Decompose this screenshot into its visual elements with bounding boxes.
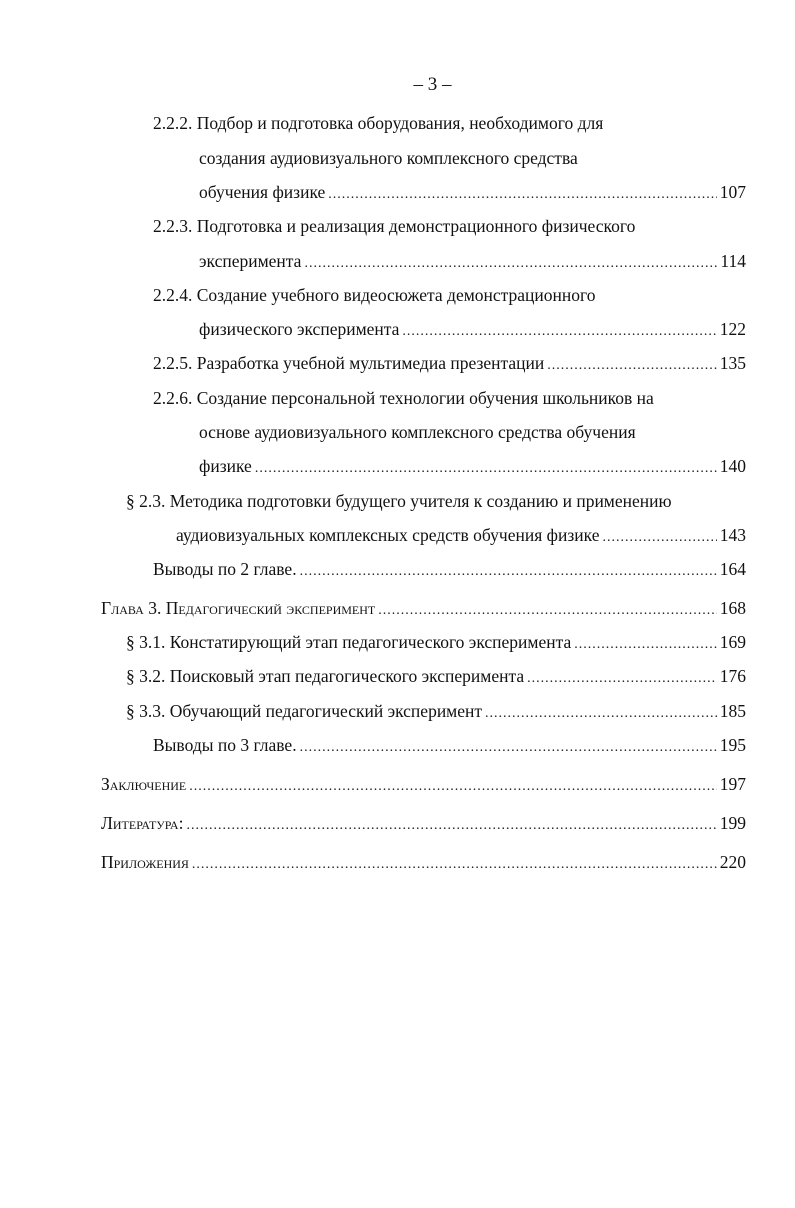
page-ref-conclusions-2: 164 (719, 559, 746, 579)
toc-conclusions-3-label: Выводы по 3 главе. (153, 735, 297, 755)
toc-entry-conclusion[interactable] (101, 773, 746, 798)
page-number: – 3 – (413, 74, 452, 95)
dot-leader (574, 634, 717, 656)
toc-2-2-5-line-1: 2.2.5. Разработка учебной мультимедиа презентации (153, 353, 545, 373)
dot-leader (192, 854, 717, 876)
dot-leader (547, 355, 717, 377)
dot-leader (189, 776, 717, 798)
page-ref-2-3: 143 (719, 525, 746, 545)
page-ref-2-2-6: 140 (719, 456, 746, 476)
dot-leader (527, 668, 717, 690)
toc-entry-3-1[interactable] (126, 631, 746, 656)
toc-entry-2-2-6[interactable] (199, 455, 746, 480)
toc-entry-conclusions-3[interactable] (153, 734, 746, 759)
toc-2-2-2-line-1: 2.2.2. Подбор и подготовка оборудования, необходимого для (153, 113, 604, 133)
page-ref-literature: 199 (719, 813, 746, 833)
toc-2-2-3-line-1: 2.2.3. Подготовка и реализация демонстрационного физического (153, 216, 636, 236)
toc-3-1-label: § 3.1. Констатирующий этап педагогического эксперимента (126, 632, 572, 652)
toc-2-2-6-line-2: основе аудиовизуального комплексного средства обучения (199, 422, 636, 442)
toc-entry-chapter-3[interactable] (101, 597, 746, 622)
dot-leader (300, 737, 717, 759)
dot-leader (304, 253, 717, 275)
toc-2-2-6-line-1: 2.2.6. Создание персональной технологии обучения школьников на (153, 388, 654, 408)
toc-2-2-4-line-2: физического эксперимента (199, 319, 400, 339)
toc-entry-3-2[interactable] (126, 665, 746, 690)
page-ref-2-2-5: 135 (719, 353, 746, 373)
toc-chapter-3-label: Глава 3. Педагогический эксперимент (101, 598, 376, 618)
toc-2-3-line-1: § 2.3. Методика подготовки будущего учителя к созданию и применению (126, 491, 672, 511)
dot-leader (186, 815, 716, 837)
dot-leader (255, 458, 717, 480)
toc-conclusion-label: Заключение (101, 774, 187, 794)
page-ref-chapter-3: 168 (719, 598, 746, 618)
page-ref-conclusion: 197 (719, 774, 746, 794)
page-ref-3-3: 185 (719, 701, 746, 721)
toc-entry-2-2-2[interactable] (199, 181, 746, 206)
toc-2-2-2-line-2: создания аудиовизуального комплексного средства (199, 148, 578, 168)
toc-entry-appendices[interactable] (101, 851, 746, 876)
page-ref-conclusions-3: 195 (719, 735, 746, 755)
toc-3-3-label: § 3.3. Обучающий педагогический эксперимент (126, 701, 483, 721)
toc-entry-conclusions-2[interactable] (153, 558, 746, 583)
toc-2-2-4-line-1: 2.2.4. Создание учебного видеосюжета демонстрационного (153, 285, 596, 305)
toc-conclusions-2-label: Выводы по 2 главе. (153, 559, 297, 579)
dot-leader (300, 561, 717, 583)
toc-entry-2-2-5[interactable] (153, 352, 746, 377)
toc-entry-literature[interactable] (101, 812, 746, 837)
page-ref-3-1: 169 (719, 632, 746, 652)
dot-leader (485, 703, 717, 725)
toc-entry-3-3[interactable] (126, 700, 746, 725)
page-ref-2-2-3: 114 (720, 251, 746, 271)
page-ref-appendices: 220 (719, 852, 746, 872)
toc-literature-label: Литература: (101, 813, 184, 833)
toc-entry-2-2-4[interactable] (199, 318, 746, 343)
toc-entry-2-2-3[interactable] (199, 250, 746, 275)
page-ref-3-2: 176 (719, 666, 746, 686)
dot-leader (402, 321, 716, 343)
dot-leader (328, 184, 716, 206)
page-ref-2-2-4: 122 (719, 319, 746, 339)
dot-leader (378, 600, 717, 622)
toc-2-2-3-line-2: эксперимента (199, 251, 302, 271)
toc-3-2-label: § 3.2. Поисковый этап педагогического эксперимента (126, 666, 525, 686)
toc-appendices-label: Приложения (101, 852, 189, 872)
page-ref-2-2-2: 107 (719, 182, 746, 202)
toc-2-3-line-2: аудиовизуальных комплексных средств обучения физике (176, 525, 600, 545)
toc-entry-2-3[interactable] (176, 524, 746, 549)
toc-2-2-2-line-3: обучения физике (199, 182, 326, 202)
dot-leader (602, 527, 716, 549)
toc-2-2-6-line-3: физике (199, 456, 252, 476)
